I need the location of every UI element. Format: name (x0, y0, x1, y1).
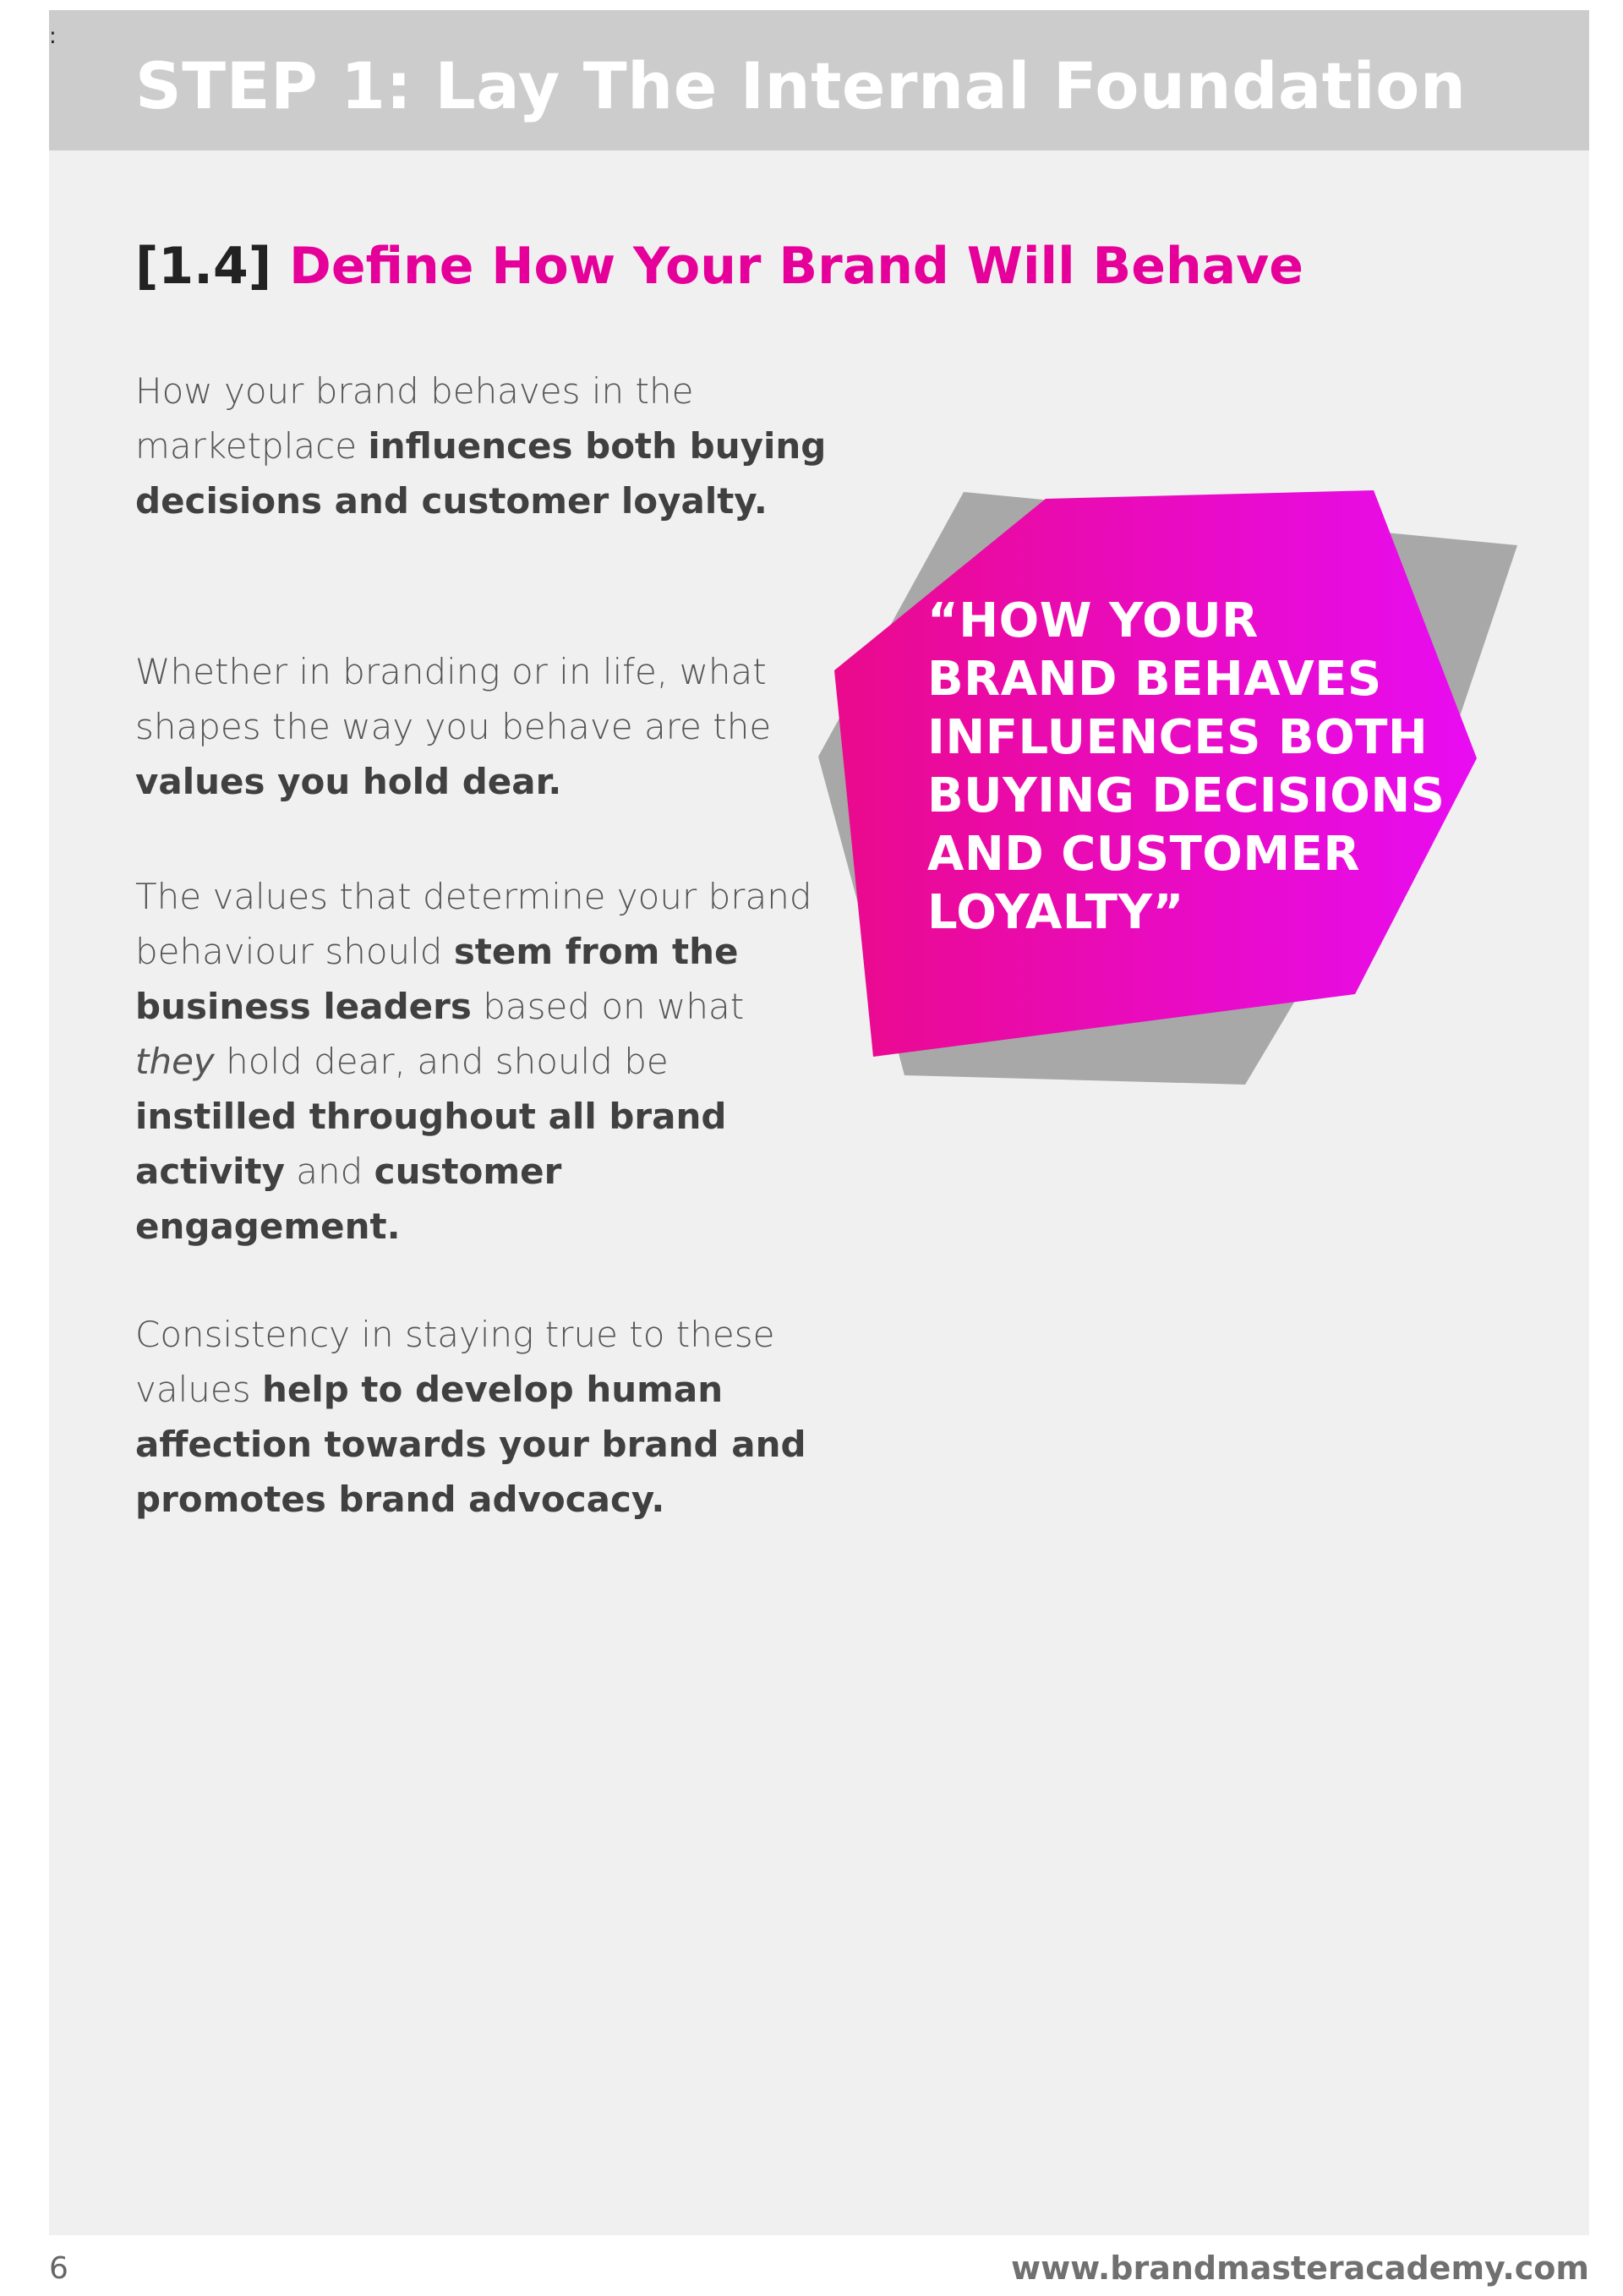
paragraph-segment: influences both buying decisions and customer loyalty. (135, 425, 827, 522)
paragraph-segment: stem from the business leaders (135, 931, 739, 1027)
paragraph-segment: How your brand behaves in the marketplace (135, 370, 694, 467)
paragraph-segment: help to develop human affection towards your brand and promotes brand advocacy. (135, 1369, 806, 1520)
section-title: Define How Your Brand Will Behave (289, 237, 1303, 296)
step-title: STEP 1: Lay The Internal Foundation (135, 48, 1467, 123)
paragraph-1 (135, 364, 828, 528)
paragraph-segment: Whether in branding or in life, what shapes the way you behave are the (135, 651, 772, 747)
pull-quote-text: “HOW YOUR BRAND BEHAVES INFLUENCES BOTH BUYING DECISIONS AND CUSTOMER LOYALTY” (927, 593, 1445, 940)
paragraph-segment: The values that determine your brand behaviour should (135, 876, 812, 972)
page-number: 6 (49, 2251, 68, 2286)
paragraph-3 (135, 869, 828, 1254)
paragraph-2 (135, 644, 828, 809)
paragraph-segment: based on what (471, 986, 745, 1027)
footer-website-link[interactable]: www.brandmasteracademy.com (1010, 2250, 1589, 2287)
paragraph-segment: Consistency in staying true to these values (135, 1314, 775, 1410)
paragraph-4 (135, 1307, 828, 1527)
paragraph-segment: instilled throughout all brand activity (135, 1096, 727, 1192)
paragraph-segment: customer engagement. (135, 1151, 562, 1247)
paragraph-segment: they (135, 1041, 215, 1082)
section-heading (135, 232, 1303, 300)
paragraph-segment: values you hold dear. (135, 761, 562, 802)
paragraph-segment: and (284, 1151, 374, 1192)
section-number: [1.4] (135, 237, 272, 296)
paragraph-segment: hold dear, and should be (214, 1041, 669, 1082)
corner-mark: : (49, 24, 57, 49)
